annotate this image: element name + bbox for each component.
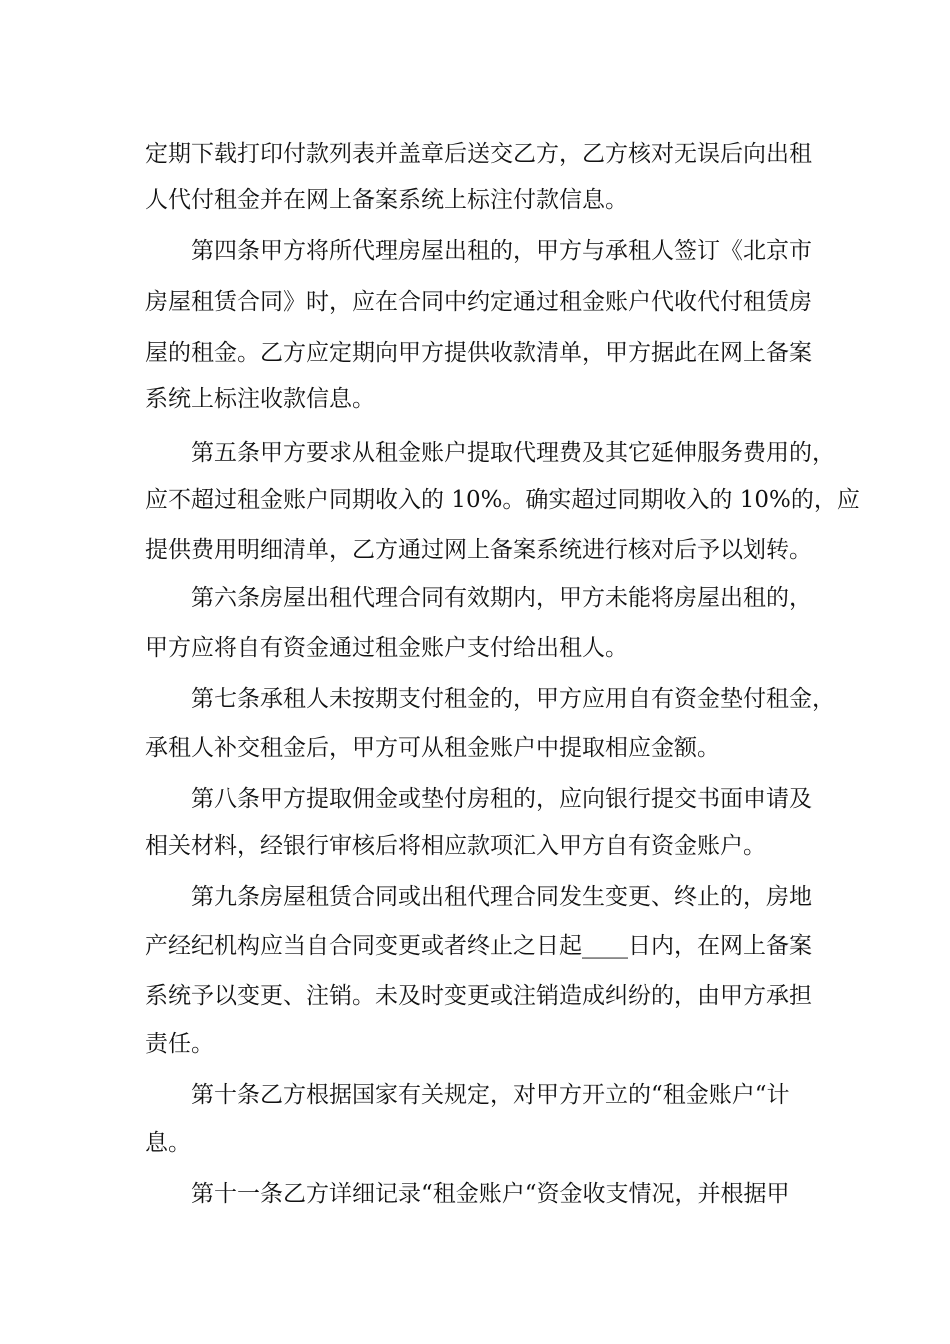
text-line: 第七条承租人未按期支付租金的，甲方应用自有资金垫付租金， — [191, 686, 835, 712]
text-line: 承租人补交租金后，甲方可从租金账户中提取相应金额。 — [145, 735, 720, 761]
text-line: 第四条甲方将所代理房屋出租的，甲方与承租人签订《北京市 — [191, 238, 812, 264]
text-line: 甲方应将自有资金通过租金账户支付给出租人。 — [145, 635, 628, 661]
text-line: 第十一条乙方详细记录“租金账户“资金收支情况，并根据甲 — [191, 1181, 790, 1207]
text-line: 定期下载打印付款列表并盖章后送交乙方，乙方核对无误后向出租 — [145, 141, 812, 167]
text-line: 第八条甲方提取佣金或垫付房租的，应向银行提交书面申请及 — [191, 786, 812, 812]
text-line: 第五条甲方要求从租金账户提取代理费及其它延伸服务费用的， — [191, 440, 835, 466]
text-line: 责任。 — [145, 1031, 214, 1057]
text-line: 系统上标注收款信息。 — [145, 386, 375, 412]
text-line: 第九条房屋租赁合同或出租代理合同发生变更、终止的，房地 — [191, 884, 812, 910]
text-line: 房屋租赁合同》时，应在合同中约定通过租金账户代收代付租赁房 — [145, 289, 812, 315]
text-line: 产经纪机构应当自合同变更或者终止之日起____日内，在网上备案 — [145, 933, 812, 959]
text-line: 屋的租金。乙方应定期向甲方提供收款清单，甲方据此在网上备案 — [145, 340, 812, 366]
text-line: 第六条房屋出租代理合同有效期内，甲方未能将房屋出租的， — [191, 585, 812, 611]
text-line: 人代付租金并在网上备案系统上标注付款信息。 — [145, 187, 628, 213]
text-line: 提供费用明细清单，乙方通过网上备案系统进行核对后予以划转。 — [145, 537, 812, 563]
text-line: 息。 — [145, 1130, 191, 1156]
text-line: 应不超过租金账户同期收入的 10%。确实超过同期收入的 10%的，应 — [145, 487, 860, 513]
text-line: 系统予以变更、注销。未及时变更或注销造成纠纷的，由甲方承担 — [145, 983, 812, 1009]
text-line: 相关材料，经银行审核后将相应款项汇入甲方自有资金账户。 — [145, 833, 766, 859]
text-line: 第十条乙方根据国家有关规定，对甲方开立的“租金账户“计 — [191, 1082, 790, 1108]
